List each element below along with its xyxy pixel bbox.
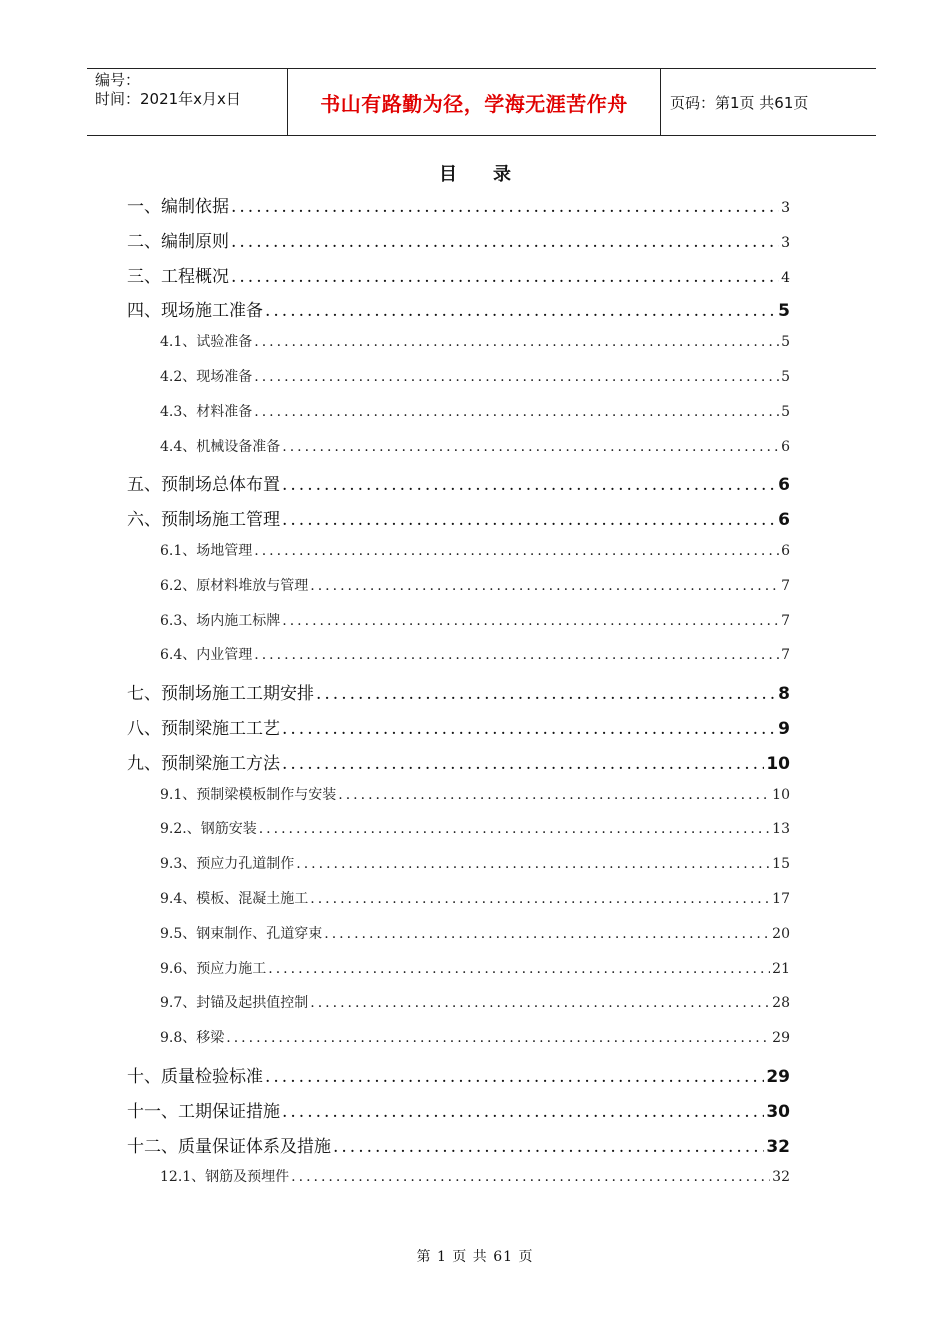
toc-leader-dots [231, 197, 779, 217]
toc-entry[interactable] [127, 470, 790, 496]
toc-entry-label: 三、工程概况 [127, 266, 229, 287]
toc-entry-page: 6 [778, 510, 790, 531]
toc-entry-page: 17 [772, 891, 790, 907]
toc-subentry[interactable] [160, 401, 790, 427]
toc-leader-dots [282, 439, 779, 455]
toc-entry-label: 6.1、场地管理 [160, 543, 253, 559]
toc-leader-dots [254, 404, 779, 420]
toc-subentry[interactable] [160, 923, 790, 949]
toc-entry-page: 32 [766, 1136, 790, 1157]
toc-entry[interactable] [127, 262, 790, 288]
toc-subentry[interactable] [160, 1027, 790, 1053]
toc-entry-page: 10 [772, 786, 790, 803]
toc-entry-page: 6 [778, 475, 790, 496]
toc-entry-page: 10 [766, 753, 790, 774]
toc-entry-label: 9.6、预应力施工 [160, 960, 267, 977]
toc-entry-label: 4.3、材料准备 [160, 403, 253, 420]
toc-leader-dots [231, 232, 779, 252]
toc-leader-dots [254, 543, 779, 559]
toc-entry[interactable] [127, 505, 790, 531]
toc-entry-page: 15 [772, 856, 790, 873]
toc-entry-page: 6 [781, 543, 790, 559]
toc-subentry[interactable] [160, 610, 790, 636]
header-motto: 书山有路勤为径，学海无涯苦作舟 [288, 69, 661, 135]
toc-entry-page: 13 [772, 821, 790, 838]
toc-entry-label: 一、编制依据 [127, 197, 229, 217]
toc-entry[interactable] [127, 1132, 790, 1158]
toc-subentry[interactable] [160, 958, 790, 984]
toc-leader-dots [310, 891, 770, 907]
toc-leader-dots [282, 719, 776, 739]
toc-leader-dots [254, 369, 779, 385]
toc-leader-dots [291, 1169, 770, 1185]
toc-subentry[interactable] [160, 436, 790, 462]
toc-leader-dots [265, 1067, 764, 1087]
toc-subentry[interactable] [160, 540, 790, 566]
toc-subentry[interactable] [160, 1166, 790, 1192]
toc-entry-label: 七、预制场施工工期安排 [127, 684, 314, 705]
toc-entry-page: 3 [781, 200, 790, 216]
toc-entry-page: 6 [781, 438, 790, 455]
toc-entry[interactable] [127, 1062, 790, 1088]
toc-entry-label: 四、现场施工准备 [127, 301, 263, 322]
toc-entry-label: 五、预制场总体布置 [127, 475, 280, 496]
toc-leader-dots [296, 856, 770, 872]
toc-leader-dots [338, 787, 770, 803]
page-header [87, 68, 876, 136]
toc-subentry[interactable] [160, 992, 790, 1018]
toc-entry-label: 十一、工期保证措施 [127, 1101, 280, 1122]
toc-entry-page: 4 [781, 269, 790, 286]
toc-title: 目录 [439, 164, 547, 185]
toc-leader-dots [282, 613, 779, 629]
toc-entry-page: 29 [766, 1067, 790, 1087]
toc-entry[interactable] [127, 1097, 790, 1123]
toc-entry-page: 29 [772, 1030, 790, 1047]
document-number-label: 编号： [95, 71, 141, 89]
toc-entry-label: 六、预制场施工管理 [127, 510, 280, 531]
toc-leader-dots [231, 267, 779, 287]
toc-entry-label: 9.1、预制梁模板制作与安装 [160, 786, 337, 803]
toc-entry-label: 9.8、移梁 [160, 1030, 225, 1047]
toc-subentry[interactable] [160, 784, 790, 810]
toc-entry[interactable] [127, 296, 790, 322]
toc-leader-dots [254, 647, 779, 663]
toc-subentry[interactable] [160, 575, 790, 601]
toc-entry-label: 6.3、场内施工标牌 [160, 612, 281, 629]
page-footer: 第 1 页 共 61 页 [416, 1249, 534, 1265]
toc-entry-label: 6.2、原材料堆放与管理 [160, 577, 309, 594]
document-date: 时间：2021年x月x日 [95, 90, 241, 108]
toc-entry-page: 28 [772, 995, 790, 1012]
toc-entry-page: 9 [778, 719, 790, 739]
toc-entry-page: 5 [778, 301, 790, 322]
toc-leader-dots [259, 821, 770, 837]
toc-entry-label: 十、质量检验标准 [127, 1067, 263, 1087]
toc-entry-page: 5 [781, 403, 790, 420]
toc-subentry[interactable] [160, 853, 790, 879]
toc-leader-dots [282, 754, 764, 774]
toc-leader-dots [282, 1102, 764, 1122]
toc-subentry[interactable] [160, 888, 790, 914]
toc-entry-label: 9.2.、钢筋安装 [160, 821, 257, 838]
toc-entry-page: 32 [772, 1169, 790, 1186]
toc-leader-dots [268, 961, 770, 977]
header-meta [87, 69, 288, 135]
toc-entry-page: 5 [781, 369, 790, 385]
toc-entry-page: 7 [781, 612, 790, 629]
toc-entry-page: 8 [778, 684, 790, 705]
toc-entry-page: 5 [781, 334, 790, 351]
toc-leader-dots [254, 334, 779, 350]
header-page-info: 页码：第1页 共61页 [670, 93, 809, 112]
toc-entry-label: 4.4、机械设备准备 [160, 438, 281, 455]
toc-entry[interactable] [127, 714, 790, 740]
toc-entry-label: 4.2、现场准备 [160, 369, 253, 385]
toc-entry-label: 八、预制梁施工工艺 [127, 719, 280, 739]
toc-entry-label: 二、编制原则 [127, 231, 229, 252]
toc-entry-page: 30 [766, 1101, 790, 1122]
toc-entry-page: 7 [781, 577, 790, 594]
toc-leader-dots [316, 684, 776, 704]
toc-entry-label: 12.1、钢筋及预埋件 [160, 1169, 290, 1186]
toc-entry-label: 九、预制梁施工方法 [127, 753, 280, 774]
toc-entry-page: 3 [781, 234, 790, 251]
toc-entry-page: 7 [781, 647, 790, 664]
toc-subentry[interactable] [160, 331, 790, 357]
toc-subentry[interactable] [160, 644, 790, 670]
toc-entry[interactable] [127, 192, 790, 218]
toc-leader-dots [324, 926, 770, 942]
toc-entry[interactable] [127, 227, 790, 253]
toc-entry-label: 十二、质量保证体系及措施 [127, 1136, 331, 1157]
toc-leader-dots [265, 301, 776, 321]
toc-leader-dots [282, 475, 776, 495]
toc-leader-dots [310, 995, 770, 1011]
toc-leader-dots [310, 578, 779, 594]
toc-subentry[interactable] [160, 818, 790, 844]
toc-entry-label: 4.1、试验准备 [160, 334, 253, 351]
toc-leader-dots [333, 1137, 764, 1157]
toc-entry[interactable] [127, 679, 790, 705]
toc-leader-dots [282, 510, 776, 530]
toc-leader-dots [226, 1030, 770, 1046]
toc-entry-label: 9.5、钢束制作、孔道穿束 [160, 925, 323, 942]
toc-subentry[interactable] [160, 366, 790, 392]
toc-entry-label: 9.4、模板、混凝土施工 [160, 891, 309, 907]
toc-entry-label: 6.4、内业管理 [160, 647, 253, 664]
toc-entry-label: 9.3、预应力孔道制作 [160, 856, 295, 873]
toc-entry-label: 9.7、封锚及起拱值控制 [160, 995, 309, 1012]
toc-entry-page: 20 [772, 925, 790, 942]
toc-entry[interactable] [127, 749, 790, 775]
toc-entry-page: 21 [772, 960, 790, 977]
